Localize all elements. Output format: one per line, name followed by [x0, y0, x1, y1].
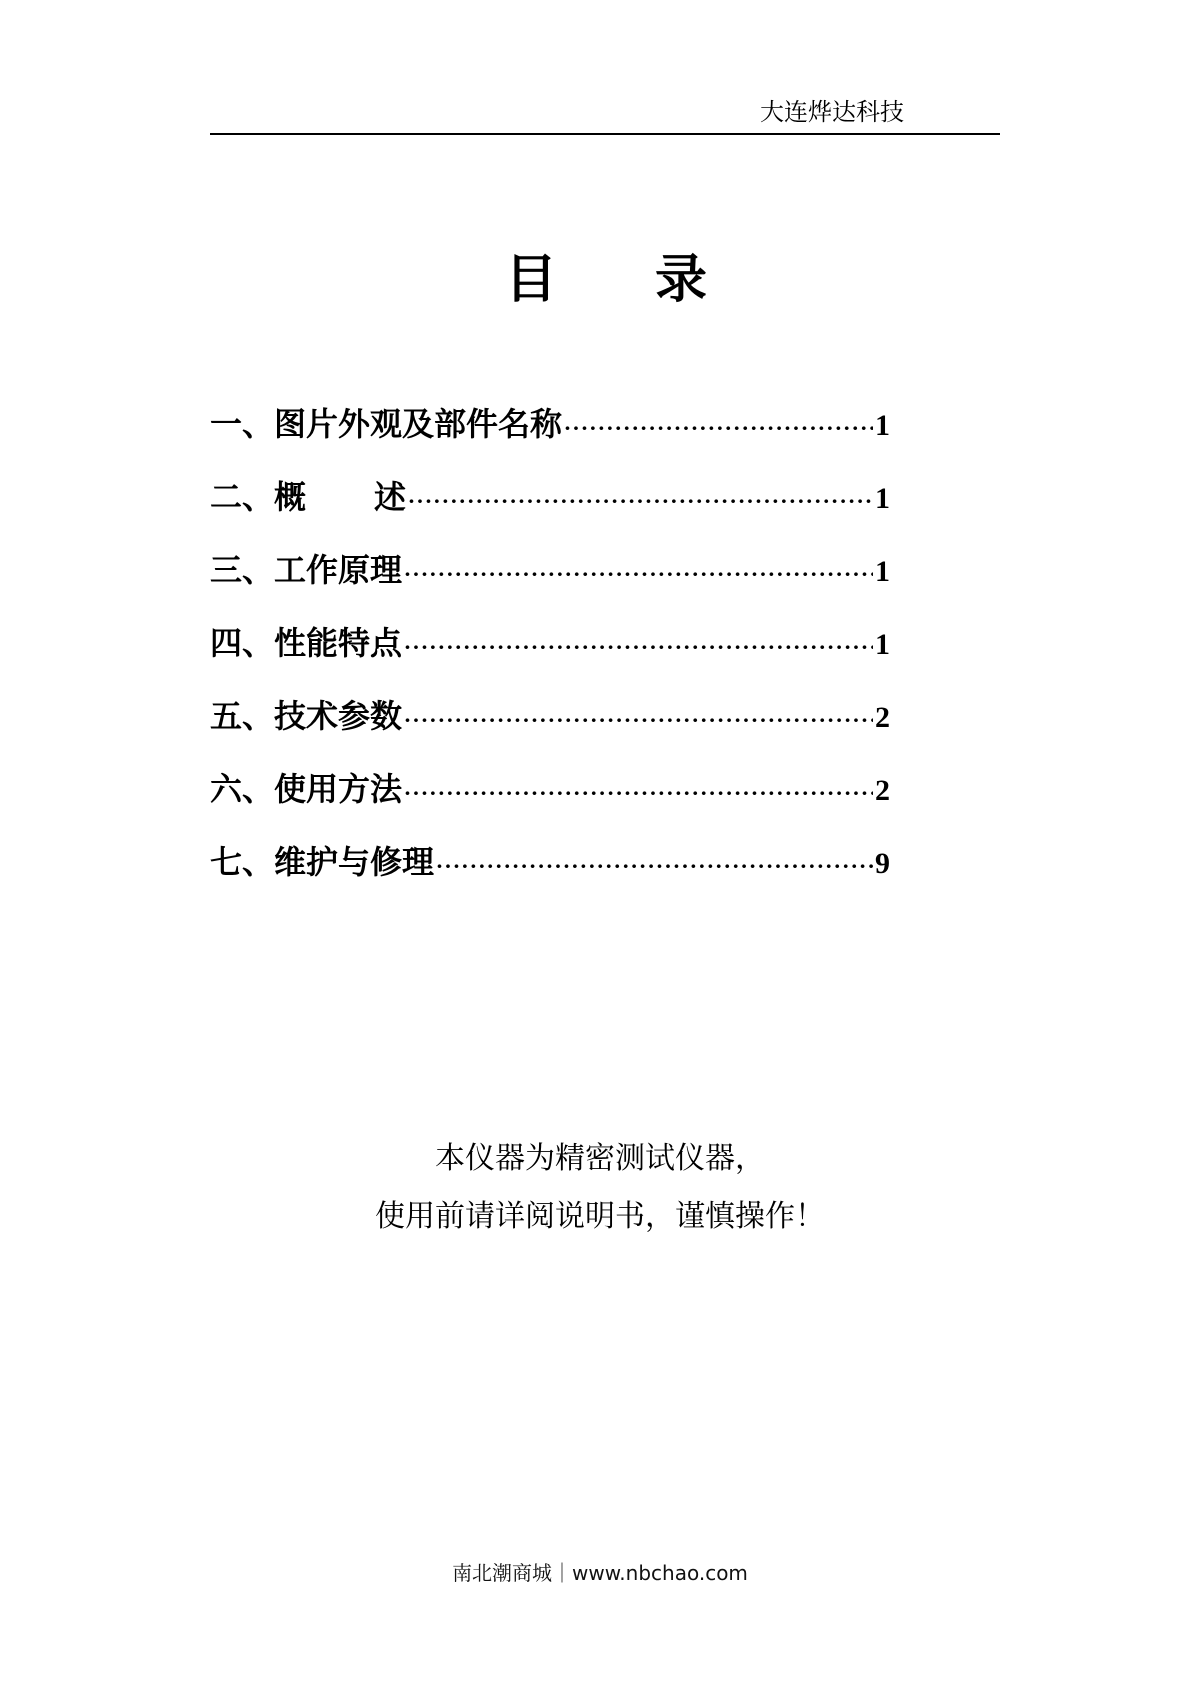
toc-dot-leader [404, 548, 873, 600]
toc-item-6[interactable] [210, 763, 890, 836]
toc-item-page: 2 [875, 701, 890, 734]
page-title [460, 245, 740, 315]
toc-item-label-suffix: 述 [374, 478, 407, 516]
toc-item-page: 9 [875, 847, 890, 880]
header-divider [210, 133, 1000, 135]
toc-item-page: 2 [875, 774, 890, 807]
toc-item-4[interactable] [210, 617, 890, 690]
usage-notice [200, 1130, 1000, 1246]
toc-item-page: 1 [875, 409, 890, 442]
notice-line-2: 使用前请详阅说明书，谨慎操作！ [375, 1199, 825, 1234]
toc-dot-leader [404, 767, 873, 819]
title-char-1: 目 [505, 250, 558, 310]
toc-dot-leader [408, 475, 873, 527]
notice-line-1: 本仪器为精密测试仪器， [435, 1141, 765, 1176]
toc-item-3[interactable] [210, 544, 890, 617]
toc-item-label: 一、图片外观及部件名称 [210, 405, 563, 443]
footer-watermark: 南北潮商城｜www.nbchao.com [452, 1561, 748, 1585]
toc-item-label [210, 471, 406, 523]
toc-item-page: 1 [875, 482, 890, 515]
toc-dot-leader [404, 694, 873, 746]
toc-dot-leader [564, 402, 873, 454]
toc-item-label: 四、性能特点 [210, 624, 403, 662]
toc-item-1[interactable] [210, 398, 890, 471]
title-char-2: 录 [655, 250, 708, 310]
toc-item-7[interactable] [210, 836, 890, 909]
toc-item-label: 七、维护与修理 [210, 843, 435, 881]
toc-dot-leader [404, 621, 873, 673]
toc-item-label: 三、工作原理 [210, 551, 403, 589]
table-of-contents [210, 398, 890, 909]
toc-dot-leader [436, 840, 873, 892]
toc-item-2[interactable] [210, 471, 890, 544]
toc-item-5[interactable] [210, 690, 890, 763]
toc-item-label: 五、技术参数 [210, 697, 403, 735]
toc-item-page: 1 [875, 555, 890, 588]
toc-item-page: 1 [875, 628, 890, 661]
toc-item-label: 六、使用方法 [210, 770, 403, 808]
toc-item-label-prefix: 二、概 [210, 478, 307, 516]
header-company-name: 大连烨达科技 [760, 98, 904, 126]
